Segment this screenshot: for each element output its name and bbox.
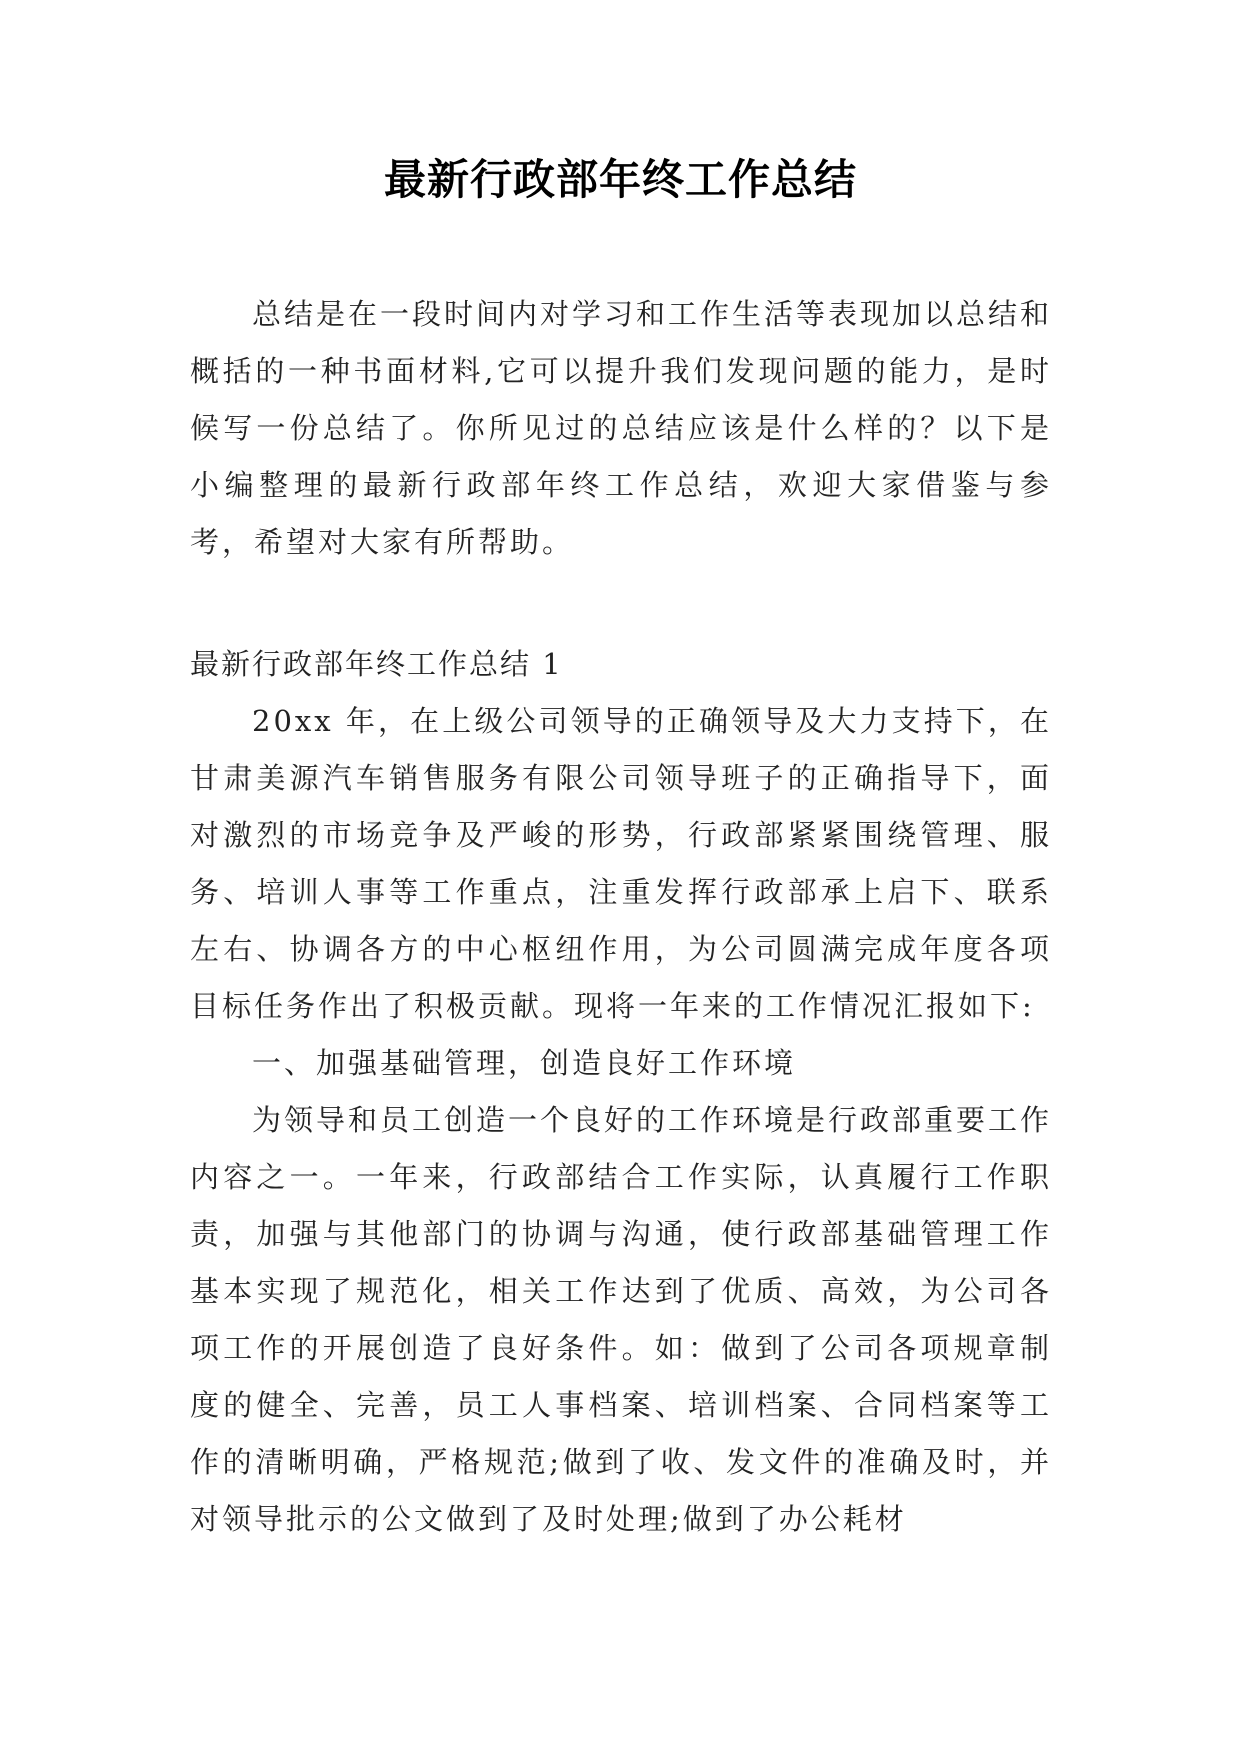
intro-paragraph-block xyxy=(190,286,1052,571)
section-content xyxy=(190,693,1052,1548)
document-title: 最新行政部年终工作总结 xyxy=(383,155,857,204)
section-heading: 最新行政部年终工作总结 1 xyxy=(190,647,563,681)
subheading-paragraph: 一、加强基础管理，创造良好工作环境 xyxy=(252,1046,797,1080)
intro-paragraph: 总结是在一段时间内对学习和工作生活等表现加以总结和概括的一种书面材料,它可以提升我们发现问题的能力，是时候写一份总结了。你所见过的总结应该是什么样的？以下是小编整理的最新行政部年终工作总结，欢迎大家借鉴与参考，希望对大家有所帮助。 xyxy=(190,297,1053,559)
body-paragraph: 20xx 年，在上级公司领导的正确领导及大力支持下，在甘肃美源汽车销售服务有限公司领导班子的正确指导下，面对激烈的市场竞争及严峻的形势，行政部紧紧围绕管理、服务、培训人事等工作重点，注重发挥行政部承上启下、联系左右、协调各方的中心枢纽作用，为公司圆满完成年度各项目标任务作出了积极贡献。现将一年来的工作情况汇报如下: xyxy=(190,704,1052,1023)
body-paragraph: 为领导和员工创造一个良好的工作环境是行政部重要工作内容之一。一年来，行政部结合工作实际，认真履行工作职责，加强与其他部门的协调与沟通，使行政部基础管理工作基本实现了规范化，相关工作达到了优质、高效，为公司各项工作的开展创造了良好条件。如：做到了公司各项规章制度的健全、完善，员工人事档案、培训档案、合同档案等工作的清晰明确，严格规范;做到了收、发文件的准确及时，并对领导批示的公文做到了及时处理;做到了办公耗材 xyxy=(190,1103,1053,1536)
